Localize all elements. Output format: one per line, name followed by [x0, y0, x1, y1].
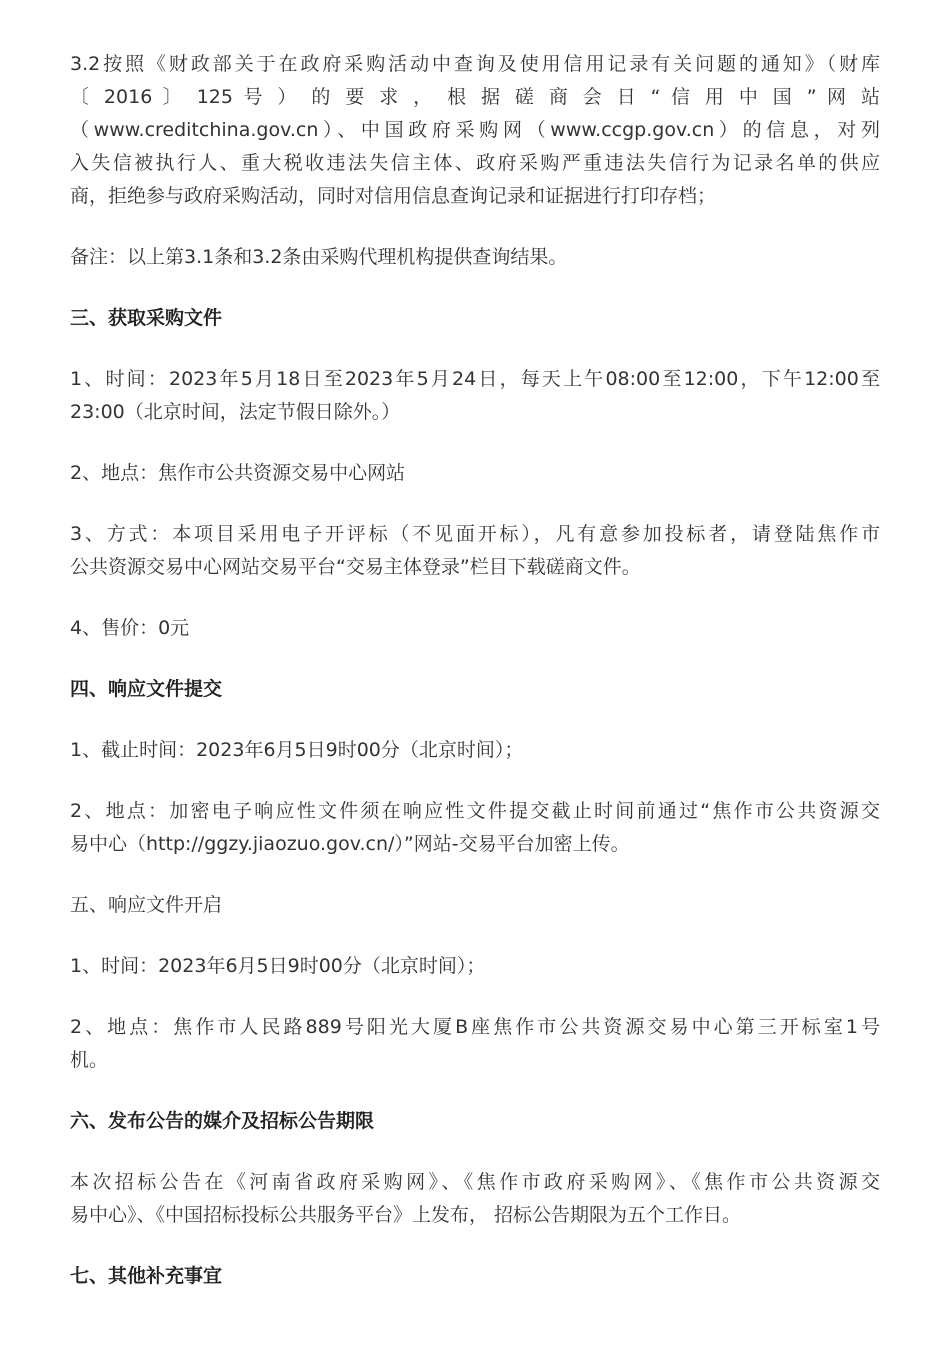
paragraph-line: 1、时间：2023年5月18日至2023年5月24日，每天上午08:00至12:00，下午12:00至: [70, 368, 880, 390]
paragraph-line: 2、地点：焦作市人民路889号阳光大厦B座焦作市公共资源交易中心第三开标室1号: [70, 1016, 880, 1038]
submission-location-paragraph: [70, 795, 880, 861]
obtain-location-paragraph: 2、地点：焦作市公共资源交易中心网站: [70, 462, 406, 484]
note-paragraph: 备注：以上第3.1条和3.2条由采购代理机构提供查询结果。: [70, 246, 568, 268]
section-heading-media: 六、发布公告的媒介及招标公告期限: [70, 1110, 375, 1132]
section-heading-submission: 四、响应文件提交: [70, 678, 223, 700]
paragraph-line: 3、方式：本项目采用电子开评标（不见面开标），凡有意参加投标者，请登陆焦作市: [70, 523, 880, 545]
obtain-time-paragraph: [70, 363, 880, 429]
media-paragraph: [70, 1166, 880, 1232]
paragraph-line: 易中心（http://ggzy.jiaozuo.gov.cn/）”网站-交易平台加密上传。: [70, 833, 630, 855]
paragraph-line: 本次招标公告在《河南省政府采购网》、《焦作市政府采购网》、《焦作市公共资源交: [70, 1171, 880, 1193]
opening-time-paragraph: 1、时间：2023年6月5日9时00分（北京时间）；: [70, 955, 486, 977]
paragraph-line: 公共资源交易中心网站交易平台“交易主体登录”栏目下载磋商文件。: [70, 556, 641, 578]
paragraph-line: 机。: [70, 1049, 109, 1071]
paragraph-line: 2、地点：加密电子响应性文件须在响应性文件提交截止时间前通过“焦作市公共资源交: [70, 800, 880, 822]
credit-record-paragraph: [70, 48, 880, 213]
document-body: [70, 48, 880, 1293]
paragraph-line: （www.creditchina.gov.cn）、中国政府采购网（www.ccgp.gov.cn）的信息，对列: [70, 119, 880, 141]
paragraph-line: 入失信被执行人、重大税收违法失信主体、政府采购严重违法失信行为记录名单的供应: [70, 152, 880, 174]
opening-location-paragraph: [70, 1011, 880, 1077]
paragraph-line: 易中心》、《中国招标投标公共服务平台》上发布， 招标公告期限为五个工作日。: [70, 1204, 742, 1226]
paragraph-line: 商，拒绝参与政府采购活动，同时对信用信息查询记录和证据进行打印存档；: [70, 185, 717, 207]
section-heading-obtain-documents: 三、获取采购文件: [70, 307, 223, 329]
section-heading-other: 七、其他补充事宜: [70, 1265, 223, 1287]
paragraph-line: 3.2按照《财政部关于在政府采购活动中查询及使用信用记录有关问题的通知》（财库: [70, 53, 880, 75]
section-heading-opening: 五、响应文件开启: [70, 894, 223, 916]
paragraph-line: 〔 2016 〕 125 号 ） 的 要 求 ， 根 据 磋 商 会 日 “ 信 用 中 国 ” 网 站: [70, 86, 880, 108]
price-paragraph: 4、售价：0元: [70, 617, 190, 639]
obtain-method-paragraph: [70, 518, 880, 584]
deadline-paragraph: 1、截止时间：2023年6月5日9时00分（北京时间）；: [70, 739, 524, 761]
paragraph-line: 23:00（北京时间，法定节假日除外。）: [70, 401, 401, 423]
